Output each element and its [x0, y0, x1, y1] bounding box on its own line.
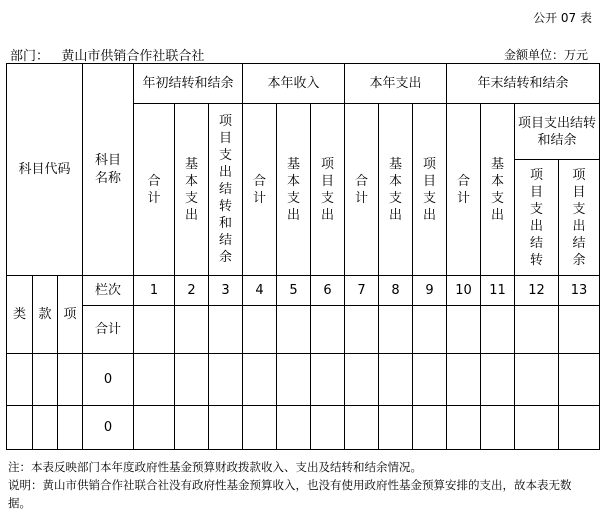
amount-unit: 金额单位：万元 [503, 48, 588, 62]
row-label: 0 [83, 354, 134, 406]
department-line [10, 45, 204, 64]
opening-balance-header: 年初结转和结余 [134, 64, 243, 104]
table-cell [559, 306, 600, 354]
fund-budget-table [6, 63, 600, 450]
expense-project-header: 项目支出 [413, 104, 447, 276]
subject-name-header: 科目名称 [83, 64, 134, 276]
expense-basic-header: 基本支出 [379, 104, 413, 276]
table-cell [243, 406, 277, 450]
table-cell [33, 354, 58, 406]
income-total-header: 合计 [243, 104, 277, 276]
opening-basic-header: 基本支出 [175, 104, 209, 276]
table-cell [277, 306, 311, 354]
income-basic-header: 基本支出 [277, 104, 311, 276]
table-cell [379, 306, 413, 354]
closing-project-surplus-header: 项目支出结余 [559, 160, 600, 276]
table-cell [311, 354, 345, 406]
expense-total-header: 合计 [345, 104, 379, 276]
table-cell [447, 354, 481, 406]
col-number: 5 [277, 276, 311, 306]
table-cell [345, 354, 379, 406]
col-number: 9 [413, 276, 447, 306]
table-cell [134, 406, 175, 450]
col-number: 8 [379, 276, 413, 306]
table-cell [175, 354, 209, 406]
closing-total-header: 合计 [447, 104, 481, 276]
table-cell [515, 406, 559, 450]
row-label: 0 [83, 406, 134, 450]
table-cell [311, 406, 345, 450]
col-number: 3 [209, 276, 243, 306]
table-cell [175, 406, 209, 450]
opening-total-header: 合计 [134, 104, 175, 276]
table-cell [7, 406, 33, 450]
table-cell [277, 354, 311, 406]
col-number: 7 [345, 276, 379, 306]
closing-balance-header: 年末结转和结余 [447, 64, 600, 104]
table-cell [33, 406, 58, 450]
code-item-header: 项 [58, 276, 83, 354]
col-number: 13 [559, 276, 600, 306]
col-number: 6 [311, 276, 345, 306]
table-cell [175, 306, 209, 354]
table-cell [7, 354, 33, 406]
annual-expense-header: 本年支出 [345, 64, 447, 104]
table-cell [134, 354, 175, 406]
col-number: 2 [175, 276, 209, 306]
table-cell [58, 406, 83, 450]
table-notes [8, 458, 594, 512]
header-row-1 [7, 64, 600, 104]
table-cell [481, 354, 515, 406]
table-cell [379, 354, 413, 406]
table-cell [515, 306, 559, 354]
table-cell [481, 406, 515, 450]
code-class-header: 类 [7, 276, 33, 354]
table-row [7, 406, 600, 450]
report-info-bar [6, 42, 594, 64]
table-cell [481, 306, 515, 354]
table-cell [559, 406, 600, 450]
table-cell [209, 406, 243, 450]
table-cell [413, 354, 447, 406]
table-cell [134, 306, 175, 354]
subject-code-header: 科目代码 [7, 64, 83, 276]
table-cell [447, 406, 481, 450]
department-name: 黄山市供销合作社联合社 [61, 49, 205, 64]
table-cell [58, 354, 83, 406]
table-cell [559, 354, 600, 406]
closing-basic-header: 基本支出 [481, 104, 515, 276]
closing-project-carry-header: 项目支出结转 [515, 160, 559, 276]
table-cell [515, 354, 559, 406]
table-cell [447, 306, 481, 354]
table-row [7, 354, 600, 406]
table-cell [379, 406, 413, 450]
table-cell [243, 354, 277, 406]
col-number: 10 [447, 276, 481, 306]
annual-income-header: 本年收入 [243, 64, 345, 104]
col-number: 4 [243, 276, 277, 306]
table-cell [243, 306, 277, 354]
table-cell [345, 406, 379, 450]
table-cell [413, 306, 447, 354]
col-number: 12 [515, 276, 559, 306]
row-number-label: 栏次 [83, 276, 134, 306]
closing-project-group-header: 项目支出结转和结余 [515, 104, 600, 160]
col-number: 11 [481, 276, 515, 306]
department-label: 部门： [10, 49, 50, 64]
total-row [7, 306, 600, 354]
note-text: 注：本表反映部门本年度政府性基金预算财政拨款收入、支出及结转和结余情况。 [8, 460, 422, 474]
col-number: 1 [134, 276, 175, 306]
column-number-row [7, 276, 600, 306]
table-cell [277, 406, 311, 450]
table-cell [413, 406, 447, 450]
opening-project-carry-header: 项目支出结转和结余 [209, 104, 243, 276]
code-section-header: 款 [33, 276, 58, 354]
income-project-header: 项目支出 [311, 104, 345, 276]
table-cell [311, 306, 345, 354]
total-row-label: 合计 [83, 306, 134, 354]
table-cell [209, 306, 243, 354]
table-cell [345, 306, 379, 354]
explanation-text: 说明：黄山市供销合作社联合社没有政府性基金预算收入，也没有使用政府性基金预算安排的支出，故本表无数据。 [8, 478, 572, 510]
form-id: 公开 07 表 [533, 11, 592, 25]
table-cell [209, 354, 243, 406]
